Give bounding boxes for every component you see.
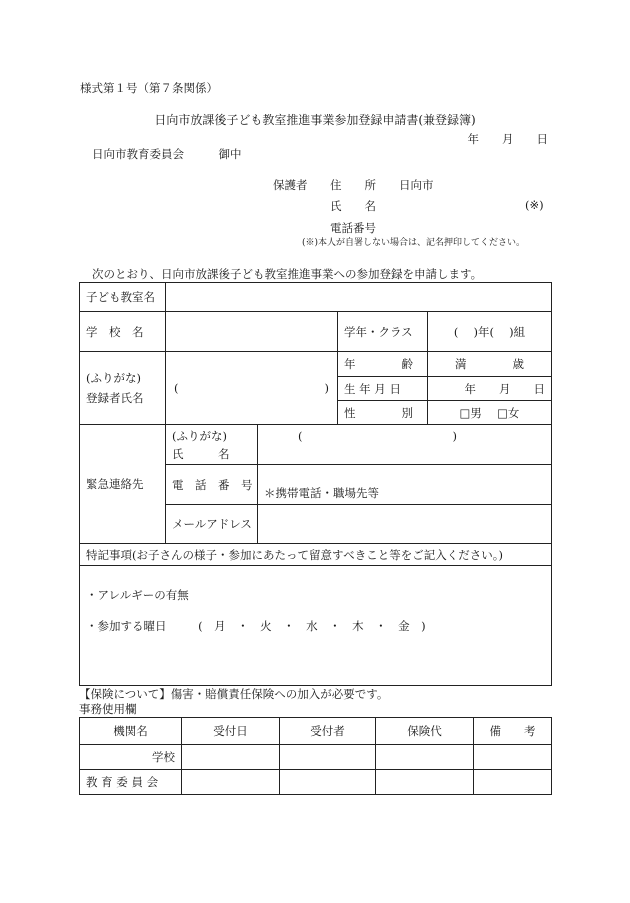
office-use-table: [79, 717, 552, 795]
guardian-label: 保護者: [273, 178, 308, 192]
intro-text: 次のとおり、日向市放課後子ども教室推進事業への参加登録を申請します。: [92, 267, 483, 281]
cell-board-date[interactable]: [182, 770, 280, 795]
cell-school-date[interactable]: [182, 745, 280, 770]
emergency-contact-label: 緊急連絡先: [80, 425, 166, 544]
em-furigana-label: (ふりがな): [172, 428, 227, 443]
days-options[interactable]: ( 月 ・ 火 ・ 水 ・ 木 ・ 金 ): [198, 619, 426, 633]
application-form-table: [79, 282, 552, 686]
header-insurance-fee: 保険代: [376, 718, 474, 745]
allergy-label: ・アレルギーの有無: [86, 588, 189, 602]
cell-school-receiver[interactable]: [280, 745, 376, 770]
paren-open: (: [174, 381, 179, 395]
guardian-name-label: 氏 名: [330, 199, 376, 213]
days-label: ・参加する曜日: [86, 619, 167, 633]
registrant-name-label: 登録者氏名: [86, 391, 144, 405]
office-use-heading: 事務使用欄: [79, 702, 137, 716]
paren-close: ): [324, 381, 329, 395]
school-label: 学 校 名: [80, 312, 166, 352]
phone-field[interactable]: [258, 465, 552, 505]
grade-class-label: 学年・クラス: [338, 312, 428, 352]
em-paren-open: (: [298, 429, 303, 443]
header-receipt-date: 受付日: [182, 718, 280, 745]
em-name-label-cell: [166, 425, 258, 465]
registrant-name-field[interactable]: [166, 352, 338, 425]
birthdate-field[interactable]: 年 月 日: [428, 377, 552, 401]
special-notes-label: 特記事項(お子さんの様子・参加にあたって留意すべきこと等をご記入ください。): [80, 544, 552, 566]
special-notes-field[interactable]: [80, 566, 552, 686]
cell-board-receiver[interactable]: [280, 770, 376, 795]
guardian-phone-label: 電話番号: [330, 221, 376, 235]
registrant-name-label-cell: [80, 352, 166, 425]
date-line: 年 月 日: [467, 132, 548, 146]
row-label-board: 教 育 委 員 会: [80, 770, 182, 795]
form-number: 様式第１号（第７条関係）: [80, 81, 218, 95]
email-field[interactable]: [258, 505, 552, 544]
birthdate-label: 生 年 月 日: [338, 377, 428, 401]
furigana-label: (ふりがな): [86, 371, 141, 385]
seal-mark: (※): [525, 198, 544, 212]
school-field[interactable]: [166, 312, 338, 352]
em-name-label: 氏 名: [172, 446, 230, 461]
classroom-name-label: 子ども教室名: [80, 283, 166, 312]
gender-field[interactable]: □男 □女: [428, 401, 552, 425]
grade-class-field[interactable]: ( )年( )組: [428, 312, 552, 352]
guardian-address-value: 日向市: [399, 178, 434, 192]
phone-note: ＊携帯電話・職場先等: [264, 486, 379, 500]
classroom-name-field[interactable]: [166, 283, 552, 312]
header-remarks: 備 考: [474, 718, 552, 745]
header-receiver: 受付者: [280, 718, 376, 745]
days-row: [86, 611, 545, 642]
cell-school-remarks[interactable]: [474, 745, 552, 770]
email-label: メールアドレス: [166, 505, 258, 544]
em-name-field[interactable]: [258, 425, 552, 465]
header-agency: 機関名: [80, 718, 182, 745]
cell-school-fee[interactable]: [376, 745, 474, 770]
insurance-note: 【保険について】傷害・賠償責任保険への加入が必要です。: [79, 687, 389, 701]
em-paren-close: ): [452, 429, 457, 443]
gender-label: 性 別: [338, 401, 428, 425]
row-label-school: 学校: [80, 745, 182, 770]
age-label: 年 齢: [338, 352, 428, 377]
age-field[interactable]: 満 歳: [428, 352, 552, 377]
guardian-note: (※)本人が自署しない場合は、記名押印してください。: [302, 238, 526, 248]
addressee: 日向市教育委員会 御中: [92, 147, 242, 161]
form-title: 日向市放課後子ども教室推進事業参加登録申請書(兼登録簿): [154, 113, 476, 127]
cell-board-fee[interactable]: [376, 770, 474, 795]
cell-board-remarks[interactable]: [474, 770, 552, 795]
phone-label: 電 話 番 号: [166, 465, 258, 505]
guardian-address-label: 住 所: [330, 178, 376, 192]
